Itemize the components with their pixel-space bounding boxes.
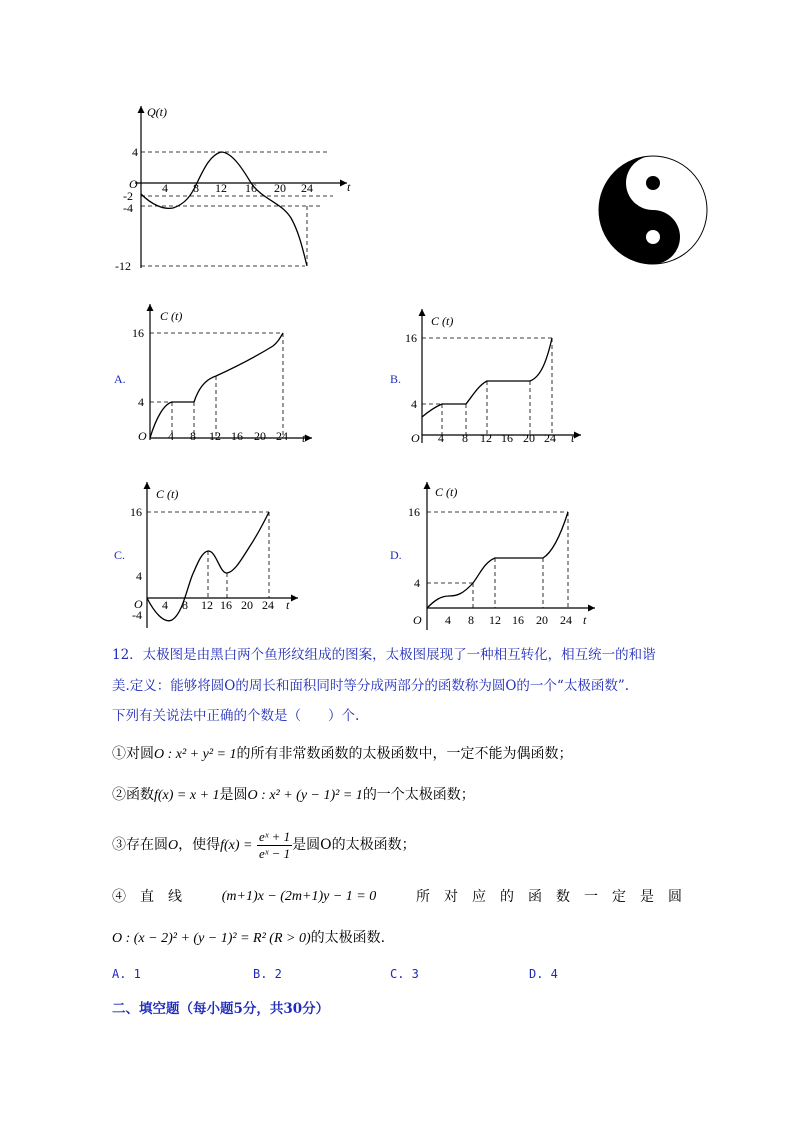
statement-4: ④ 直 线 (m+1)x − (2m+1)y − 1 = 0 所 对 应 的 函 数 一 定 是 圆 xyxy=(112,889,682,905)
svg-text:16: 16 xyxy=(512,613,524,627)
svg-text:12: 12 xyxy=(201,598,213,612)
svg-text:4: 4 xyxy=(136,569,142,583)
q-xtick: 20 xyxy=(274,181,286,195)
svg-text:O: O xyxy=(138,429,147,443)
svg-text:8: 8 xyxy=(462,431,468,445)
statement-1-math: O : x² + y² = 1 xyxy=(154,747,237,762)
option-a-label: A. xyxy=(114,372,126,386)
option-d-graph xyxy=(405,478,600,633)
svg-text:8: 8 xyxy=(182,598,188,612)
statement-1-prefix: ①对圆 xyxy=(112,746,154,762)
svg-text:24: 24 xyxy=(560,613,572,627)
statement-1 xyxy=(112,744,573,765)
svg-text:O: O xyxy=(134,597,143,611)
statement-2: ②函数f(x) = x + 1是圆O : x² + (y − 1)² = 1的一个太极函数； xyxy=(112,787,475,803)
q-origin: O xyxy=(129,177,138,191)
q-xtick: 4 xyxy=(162,181,168,195)
question-line-3: 下列有关说法中正确的个数是（ ）个. xyxy=(112,708,360,724)
svg-text:16: 16 xyxy=(130,505,142,519)
svg-text:4: 4 xyxy=(168,429,174,443)
svg-text:C (t): C (t) xyxy=(156,487,179,501)
section-title: 二、填空题（每小题5分，共30分） xyxy=(112,1001,330,1017)
option-b-graph xyxy=(405,305,595,450)
q-ytick: -4 xyxy=(123,201,133,215)
svg-text:4: 4 xyxy=(445,613,451,627)
option-a-graph xyxy=(130,300,320,450)
taiji-symbol-icon xyxy=(597,154,709,266)
choice-a[interactable]: A. 1 xyxy=(112,967,141,981)
svg-text:24: 24 xyxy=(262,598,274,612)
svg-text:O: O xyxy=(411,431,420,445)
q-xtick: 12 xyxy=(215,181,227,195)
svg-text:-4: -4 xyxy=(132,608,142,622)
q-ylabel: Q(t) xyxy=(147,105,167,119)
q-curve xyxy=(141,152,307,266)
svg-text:8: 8 xyxy=(468,613,474,627)
svg-text:24: 24 xyxy=(276,429,288,443)
svg-text:16: 16 xyxy=(405,331,417,345)
fraction: $\frac{\text{eˣ + 1}}{\text{eˣ − 1}}$ xyxy=(258,828,291,861)
svg-text:t: t xyxy=(571,431,575,445)
svg-text:24: 24 xyxy=(544,431,556,445)
choice-c[interactable]: C. 3 xyxy=(390,967,419,981)
svg-text:C (t): C (t) xyxy=(431,314,454,328)
svg-text:C (t): C (t) xyxy=(160,309,183,323)
option-d-label: D. xyxy=(390,548,402,562)
statement-1-text: 的所有非常数函数的太极函数中，一定不能为偶函数； xyxy=(236,746,573,762)
option-c-label: C. xyxy=(114,548,126,562)
svg-text:20: 20 xyxy=(254,429,266,443)
svg-text:20: 20 xyxy=(241,598,253,612)
option-b-label: B. xyxy=(390,372,402,386)
question-line-1: 12．太极图是由黑白两个鱼形纹组成的图案，太极图展现了一种相互转化，相互统一的和谐 xyxy=(112,647,656,663)
svg-text:16: 16 xyxy=(408,505,420,519)
choice-d[interactable]: D. 4 xyxy=(529,967,558,981)
svg-text:12: 12 xyxy=(209,429,221,443)
svg-text:4: 4 xyxy=(414,576,420,590)
svg-text:20: 20 xyxy=(536,613,548,627)
q-ytick: 4 xyxy=(132,145,138,159)
svg-text:t: t xyxy=(302,431,306,445)
svg-text:4: 4 xyxy=(438,431,444,445)
statement-3: ③存在圆O，使得f(x) = $\frac{\text{eˣ + 1}}{\text{eˣ − 1}}$ 是圆O的太极函数； xyxy=(112,828,416,861)
svg-text:16: 16 xyxy=(501,431,513,445)
question-line-2: 美.定义：能够将圆O的周长和面积同时等分成两部分的函数称为圆O的一个“太极函数”. xyxy=(112,678,630,694)
svg-text:16: 16 xyxy=(220,598,232,612)
svg-text:16: 16 xyxy=(132,326,144,340)
option-c-graph xyxy=(130,478,320,633)
svg-text:4: 4 xyxy=(162,598,168,612)
svg-text:12: 12 xyxy=(480,431,492,445)
q-xlabel: t xyxy=(347,180,351,194)
svg-text:t: t xyxy=(286,598,290,612)
statement-4-cont: O : (x − 2)² + (y − 1)² = R² (R > 0)的太极函数. xyxy=(112,930,386,946)
svg-text:4: 4 xyxy=(411,397,417,411)
q-xtick: 16 xyxy=(245,181,257,195)
svg-text:4: 4 xyxy=(138,395,144,409)
q-ytick: -2 xyxy=(123,189,133,203)
q-graph xyxy=(105,100,365,272)
svg-text:t: t xyxy=(583,613,587,627)
svg-text:C (t): C (t) xyxy=(435,485,458,499)
q-xtick: 24 xyxy=(301,181,313,195)
q-xtick: 8 xyxy=(193,181,199,195)
svg-text:O: O xyxy=(413,613,422,627)
choice-b[interactable]: B. 2 xyxy=(253,967,282,981)
q-ytick: -12 xyxy=(115,259,131,272)
svg-text:12: 12 xyxy=(489,613,501,627)
svg-text:20: 20 xyxy=(523,431,535,445)
svg-text:16: 16 xyxy=(231,429,243,443)
svg-text:8: 8 xyxy=(190,429,196,443)
